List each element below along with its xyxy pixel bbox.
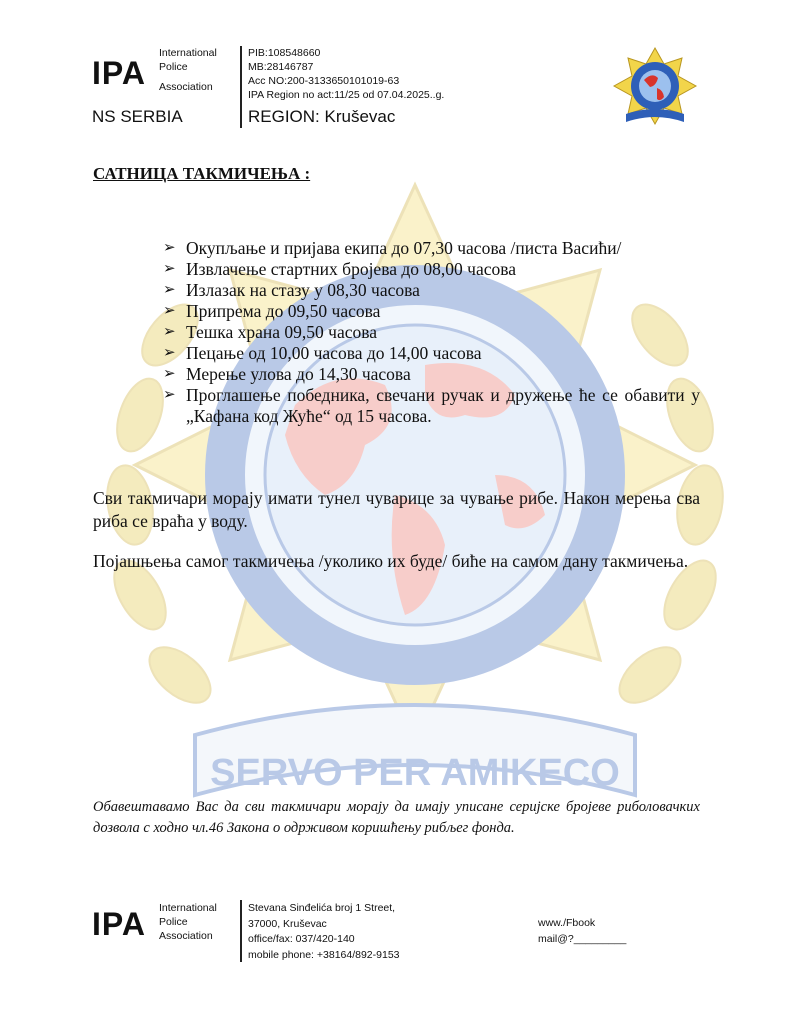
footer-address: [248, 901, 400, 963]
svg-text:SERVO PER AMIKECO: SERVO PER AMIKECO: [210, 752, 620, 794]
notice-fishing-permits: Обавештавамо Вас да сви такмичари морају да имају уписане серијске бројеве риболовачких дозвола с ходно чл.46 Закона о одрживом коришћењу рибљег фонда.: [93, 799, 700, 836]
address-line: 37000, Kruševac: [248, 917, 327, 930]
list-item: ➢ Извлачење стартних бројева до 08,00 часова: [163, 259, 517, 279]
org-line: Police: [159, 61, 188, 73]
list-item: ➢ Пецање од 10,00 часова до 14,00 часова: [163, 343, 482, 363]
org-line: International: [159, 902, 217, 914]
header-section-name: NS SERBIA: [92, 107, 183, 126]
list-item: ➢ Окупљање и пријава екипа до 07,30 часова /писта Васићи/: [163, 238, 622, 258]
header-ids: [248, 46, 444, 102]
footer-web-link[interactable]: www./Fbook: [538, 917, 596, 929]
id-line: IPA Region no act:11/25 od 07.04.2025..g.: [248, 89, 445, 101]
footer-divider: [240, 900, 242, 962]
arrow-bullet-icon: ➢: [163, 261, 176, 277]
id-line: MB:28146787: [248, 61, 314, 73]
id-line: Acc NO:200-3133650101019-63: [248, 75, 400, 87]
footer-org-name: [159, 901, 217, 943]
arrow-bullet-icon: ➢: [163, 366, 176, 382]
id-line: PIB:108548660: [248, 47, 321, 59]
list-item: ➢ Тешка храна 09,50 часова: [163, 322, 378, 342]
list-item: ➢ Проглашење победника, свечани ручак и дружење ће се обавити у „Кафана код Жуће“ од 15 часова.: [163, 385, 700, 426]
schedule-list: [163, 238, 700, 427]
header-ipa-logo: IPA: [92, 55, 146, 91]
arrow-bullet-icon: ➢: [163, 345, 176, 361]
list-item: ➢ Припрема до 09,50 часова: [163, 301, 381, 321]
arrow-bullet-icon: ➢: [163, 303, 176, 319]
org-line: International: [159, 47, 217, 59]
list-item: ➢ Мерење улова до 14,30 часова: [163, 364, 411, 384]
address-line: mobile phone: +38164/892-9153: [248, 948, 400, 961]
footer-contact: [538, 916, 626, 947]
org-line: Association: [159, 930, 213, 942]
schedule-title: САТНИЦА ТАКМИЧЕЊА :: [93, 164, 311, 183]
footer-mail-link[interactable]: mail@?_________: [538, 932, 627, 945]
header-ipa-emblem: [612, 46, 698, 130]
footer-ipa-logo: IPA: [92, 906, 146, 942]
address-line: office/fax: 037/420-140: [248, 933, 355, 945]
paragraph-clarifications: Појашњења самог такмичења /уколико их буде/ биће на самом дану такмичења.: [93, 551, 689, 571]
org-line: Police: [159, 916, 188, 928]
arrow-bullet-icon: ➢: [163, 324, 176, 340]
paragraph-fish-keepnet: Сви такмичари морају имати тунел чуварице за чување рибе. Након мерења сва риба се враћа у воду.: [93, 488, 700, 531]
header-divider: [240, 46, 242, 128]
arrow-bullet-icon: ➢: [163, 240, 176, 256]
header-region: REGION: Kruševac: [248, 107, 396, 126]
list-item: ➢ Излазак на стазу у 08,30 часова: [163, 280, 420, 300]
address-line: Stevana Sinđelića broj 1 Street,: [248, 902, 396, 914]
org-line: Association: [159, 81, 213, 93]
arrow-bullet-icon: ➢: [163, 282, 176, 298]
arrow-bullet-icon: ➢: [163, 387, 176, 403]
header-org-name: [159, 46, 217, 94]
